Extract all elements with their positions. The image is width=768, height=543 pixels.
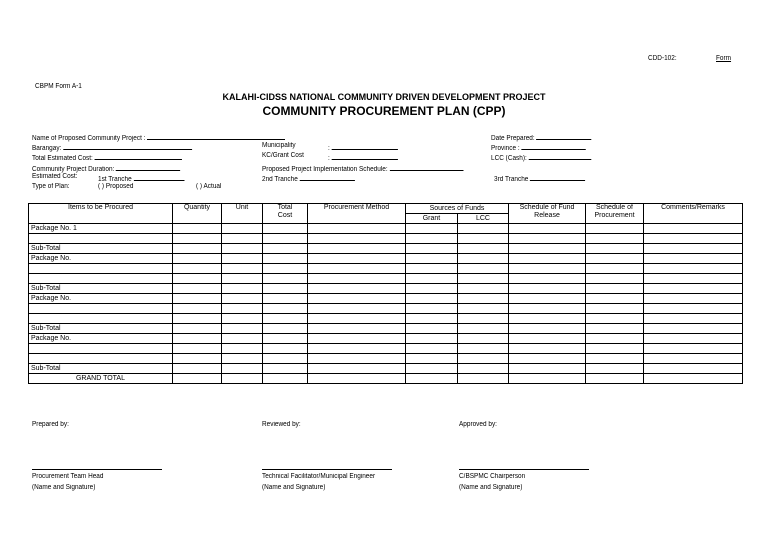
table-cell[interactable] xyxy=(406,344,458,354)
table-cell[interactable] xyxy=(308,374,406,384)
table-cell[interactable] xyxy=(308,244,406,254)
table-cell[interactable] xyxy=(644,314,743,324)
table-cell[interactable] xyxy=(586,284,644,294)
checkbox-actual[interactable]: ( ) Actual xyxy=(196,183,222,190)
table-cell[interactable] xyxy=(406,284,458,294)
table-cell[interactable] xyxy=(173,264,222,274)
field-estimated-cost: Estimated Cost: xyxy=(32,173,78,180)
table-cell[interactable] xyxy=(406,324,458,334)
table-row xyxy=(29,364,743,374)
header-unit: Unit xyxy=(222,204,263,224)
field-kc-grant: KC/Grant Cost xyxy=(262,152,304,159)
table-cell[interactable] xyxy=(458,314,509,324)
form-code: CDD-102: xyxy=(648,55,677,62)
reviewed-name-signature: (Name and Signature) xyxy=(262,484,326,491)
table-cell[interactable] xyxy=(222,254,263,264)
table-cell[interactable] xyxy=(644,234,743,244)
table-cell[interactable] xyxy=(644,354,743,364)
table-cell[interactable] xyxy=(173,314,222,324)
table-cell[interactable] xyxy=(222,334,263,344)
table-cell[interactable] xyxy=(222,294,263,304)
header-schedule-fund: Schedule of Fund Release xyxy=(509,204,586,224)
table-cell[interactable] xyxy=(458,244,509,254)
table-cell[interactable] xyxy=(222,244,263,254)
project-name: KALAHI-CIDSS NATIONAL COMMUNITY DRIVEN DEVELOPMENT PROJECT xyxy=(222,92,546,102)
table-cell[interactable] xyxy=(406,354,458,364)
table-cell[interactable] xyxy=(222,304,263,314)
table-cell[interactable] xyxy=(222,284,263,294)
field-date-prepared: Date Prepared: xyxy=(491,132,592,142)
page-title: COMMUNITY PROCUREMENT PLAN (CPP) xyxy=(262,104,506,118)
table-cell[interactable] xyxy=(509,274,586,284)
table-row xyxy=(29,354,743,364)
table-cell[interactable] xyxy=(458,224,509,234)
field-municipality-value: : xyxy=(328,142,398,152)
table-cell[interactable] xyxy=(644,364,743,374)
table-cell[interactable] xyxy=(173,344,222,354)
table-cell[interactable] xyxy=(586,304,644,314)
field-kc-grant-value: : xyxy=(328,152,398,162)
table-cell[interactable] xyxy=(509,294,586,304)
table-cell[interactable] xyxy=(308,264,406,274)
table-cell[interactable] xyxy=(509,354,586,364)
table-cell[interactable] xyxy=(406,334,458,344)
field-tranche-1: 1st Tranche xyxy=(98,173,184,183)
table-cell[interactable] xyxy=(173,304,222,314)
row-label-cell[interactable]: Package No. xyxy=(29,294,173,304)
table-cell[interactable] xyxy=(509,284,586,294)
table-cell[interactable] xyxy=(308,254,406,264)
header-procurement-method: Procurement Method xyxy=(308,204,406,224)
table-cell[interactable] xyxy=(586,224,644,234)
grand-total-label: GRAND TOTAL xyxy=(29,374,173,384)
table-cell[interactable] xyxy=(586,244,644,254)
table-cell[interactable] xyxy=(406,294,458,304)
table-cell[interactable] xyxy=(263,324,308,334)
table-cell[interactable] xyxy=(644,244,743,254)
table-cell[interactable] xyxy=(173,284,222,294)
table-cell[interactable] xyxy=(263,334,308,344)
table-cell[interactable] xyxy=(308,294,406,304)
table-cell[interactable] xyxy=(263,264,308,274)
table-cell[interactable] xyxy=(509,324,586,334)
table-cell[interactable] xyxy=(458,274,509,284)
table-cell[interactable] xyxy=(644,264,743,274)
table-cell[interactable] xyxy=(308,224,406,234)
table-cell[interactable] xyxy=(222,344,263,354)
table-cell[interactable] xyxy=(458,324,509,334)
table-cell[interactable] xyxy=(263,294,308,304)
table-row xyxy=(29,294,743,304)
table-cell[interactable] xyxy=(586,254,644,264)
table-cell[interactable] xyxy=(509,234,586,244)
table-cell[interactable] xyxy=(263,364,308,374)
row-label-cell[interactable] xyxy=(29,314,173,324)
row-label-cell[interactable] xyxy=(29,344,173,354)
field-province: Province : xyxy=(491,142,586,152)
table-cell[interactable] xyxy=(263,314,308,324)
table-row xyxy=(29,344,743,354)
table-cell[interactable] xyxy=(263,344,308,354)
table-cell[interactable] xyxy=(263,304,308,314)
table-row xyxy=(29,304,743,314)
table-cell[interactable] xyxy=(406,254,458,264)
table-cell[interactable] xyxy=(509,314,586,324)
table-header-row xyxy=(29,204,743,214)
table-cell[interactable] xyxy=(222,324,263,334)
row-label-cell[interactable]: Package No. xyxy=(29,254,173,264)
row-label-cell[interactable]: Sub-Total xyxy=(29,364,173,374)
field-total-cost: Total Estimated Cost: xyxy=(32,152,182,162)
table-cell[interactable] xyxy=(586,234,644,244)
table-cell[interactable] xyxy=(263,284,308,294)
field-tranche-2: 2nd Tranche xyxy=(262,173,355,183)
table-cell[interactable] xyxy=(173,374,222,384)
table-cell[interactable] xyxy=(406,234,458,244)
table-row xyxy=(29,234,743,244)
table-cell[interactable] xyxy=(586,294,644,304)
table-cell[interactable] xyxy=(406,224,458,234)
table-cell[interactable] xyxy=(458,234,509,244)
table-cell[interactable] xyxy=(308,354,406,364)
table-cell[interactable] xyxy=(644,374,743,384)
prepared-signature-line xyxy=(32,469,162,470)
table-cell[interactable] xyxy=(173,254,222,264)
table-row xyxy=(29,284,743,294)
table-cell[interactable] xyxy=(308,284,406,294)
checkbox-proposed[interactable]: ( ) Proposed xyxy=(98,183,134,190)
row-label-cell[interactable] xyxy=(29,354,173,364)
table-cell[interactable] xyxy=(308,234,406,244)
field-type-plan: Type of Plan: xyxy=(32,183,70,190)
table-cell[interactable] xyxy=(308,314,406,324)
table-cell[interactable] xyxy=(509,364,586,374)
table-cell[interactable] xyxy=(173,294,222,304)
table-row xyxy=(29,254,743,264)
field-tranche-3: 3rd Tranche xyxy=(494,173,585,183)
field-duration: Community Project Duration: xyxy=(32,163,181,173)
row-label-cell[interactable] xyxy=(29,264,173,274)
table-cell[interactable] xyxy=(586,264,644,274)
table-cell[interactable] xyxy=(458,354,509,364)
table-cell[interactable] xyxy=(644,284,743,294)
approved-name-signature: (Name and Signature) xyxy=(459,484,523,491)
prepared-by-label: Prepared by: xyxy=(32,421,69,428)
header-grant: Grant xyxy=(406,214,458,224)
table-row xyxy=(29,244,743,254)
table-cell[interactable] xyxy=(586,324,644,334)
table-cell[interactable] xyxy=(222,364,263,374)
table-cell[interactable] xyxy=(173,324,222,334)
header-sources-of-funds: Sources of Funds xyxy=(406,204,509,214)
table-cell[interactable] xyxy=(222,314,263,324)
form-label: Form xyxy=(716,55,732,62)
table-row xyxy=(29,274,743,284)
table-cell[interactable] xyxy=(222,354,263,364)
approved-by-label: Approved by: xyxy=(459,421,497,428)
table-cell[interactable] xyxy=(173,224,222,234)
approved-role: C/BSPMC Chairperson xyxy=(459,473,526,480)
table-row xyxy=(29,334,743,344)
prepared-name-signature: (Name and Signature) xyxy=(32,484,96,491)
table-cell[interactable] xyxy=(308,304,406,314)
cbpm-form-code: CBPM Form A-1 xyxy=(35,83,82,90)
table-cell[interactable] xyxy=(509,374,586,384)
row-label-cell[interactable]: Sub-Total xyxy=(29,324,173,334)
table-cell[interactable] xyxy=(406,314,458,324)
field-municipality: Municipality xyxy=(262,142,296,149)
table-cell[interactable] xyxy=(222,264,263,274)
table-cell[interactable] xyxy=(644,274,743,284)
reviewed-role: Technical Facilitator/Municipal Engineer xyxy=(262,473,376,480)
table-cell[interactable] xyxy=(586,274,644,284)
table-cell[interactable] xyxy=(586,344,644,354)
table-cell[interactable] xyxy=(509,244,586,254)
row-label-cell[interactable]: Sub-Total xyxy=(29,284,173,294)
header-lcc: LCC xyxy=(458,214,509,224)
table-cell[interactable] xyxy=(308,274,406,284)
table-cell[interactable] xyxy=(586,314,644,324)
table-cell[interactable] xyxy=(509,224,586,234)
header-comments: Comments/Remarks xyxy=(644,204,743,224)
table-cell[interactable] xyxy=(644,344,743,354)
table-row xyxy=(29,324,743,334)
header-items: Items to be Procured xyxy=(29,204,173,224)
field-project-name: Name of Proposed Community Project : xyxy=(32,132,285,142)
table-cell[interactable] xyxy=(173,334,222,344)
table-cell[interactable] xyxy=(263,234,308,244)
field-lcc-cash: LCC (Cash): xyxy=(491,152,591,162)
table-cell[interactable] xyxy=(458,304,509,314)
table-cell[interactable] xyxy=(458,294,509,304)
table-cell[interactable] xyxy=(406,364,458,374)
table-cell[interactable] xyxy=(222,374,263,384)
row-label-cell[interactable] xyxy=(29,234,173,244)
table-cell[interactable] xyxy=(644,324,743,334)
table-cell[interactable] xyxy=(644,294,743,304)
table-cell[interactable] xyxy=(222,224,263,234)
table-cell[interactable] xyxy=(509,254,586,264)
row-label-cell[interactable]: Package No. xyxy=(29,334,173,344)
table-cell[interactable] xyxy=(458,344,509,354)
row-label-cell[interactable]: Package No. 1 xyxy=(29,224,173,234)
field-barangay: Barangay: xyxy=(32,142,192,152)
table-cell[interactable] xyxy=(509,334,586,344)
table-cell[interactable] xyxy=(308,344,406,354)
table-cell[interactable] xyxy=(263,254,308,264)
table-cell[interactable] xyxy=(458,254,509,264)
table-cell[interactable] xyxy=(586,354,644,364)
table-cell[interactable] xyxy=(458,364,509,374)
table-cell[interactable] xyxy=(509,264,586,274)
table-cell[interactable] xyxy=(586,364,644,374)
table-cell[interactable] xyxy=(263,224,308,234)
table-cell[interactable] xyxy=(509,304,586,314)
header-schedule-procurement: Schedule of Procurement xyxy=(586,204,644,224)
header-quantity: Quantity xyxy=(173,204,222,224)
table-cell[interactable] xyxy=(173,244,222,254)
table-cell[interactable] xyxy=(458,264,509,274)
table-cell[interactable] xyxy=(308,364,406,374)
table-cell[interactable] xyxy=(644,334,743,344)
table-cell[interactable] xyxy=(406,244,458,254)
table-cell[interactable] xyxy=(586,334,644,344)
table-cell[interactable] xyxy=(406,374,458,384)
table-cell[interactable] xyxy=(173,274,222,284)
table-cell[interactable] xyxy=(406,304,458,314)
table-cell[interactable] xyxy=(173,364,222,374)
table-cell[interactable] xyxy=(222,274,263,284)
table-row xyxy=(29,264,743,274)
grand-total-row xyxy=(29,374,743,384)
table-cell[interactable] xyxy=(173,354,222,364)
table-cell[interactable] xyxy=(586,374,644,384)
table-cell[interactable] xyxy=(644,304,743,314)
table-row xyxy=(29,314,743,324)
row-label-cell[interactable] xyxy=(29,274,173,284)
row-label-cell[interactable]: Sub-Total xyxy=(29,244,173,254)
row-label-cell[interactable] xyxy=(29,304,173,314)
reviewed-signature-line xyxy=(262,469,392,470)
reviewed-by-label: Reviewed by: xyxy=(262,421,301,428)
table-cell[interactable] xyxy=(458,374,509,384)
table-cell[interactable] xyxy=(308,334,406,344)
table-cell[interactable] xyxy=(263,244,308,254)
table-cell[interactable] xyxy=(644,224,743,234)
table-cell[interactable] xyxy=(458,284,509,294)
table-cell[interactable] xyxy=(263,374,308,384)
table-cell[interactable] xyxy=(222,234,263,244)
table-cell[interactable] xyxy=(308,324,406,334)
table-cell[interactable] xyxy=(406,264,458,274)
table-cell[interactable] xyxy=(458,334,509,344)
table-cell[interactable] xyxy=(406,274,458,284)
prepared-role: Procurement Team Head xyxy=(32,473,104,480)
field-implementation-schedule: Proposed Project Implementation Schedule: xyxy=(262,163,463,173)
table-cell[interactable] xyxy=(263,354,308,364)
table-cell[interactable] xyxy=(644,254,743,264)
procurement-table xyxy=(28,203,743,384)
table-cell[interactable] xyxy=(263,274,308,284)
header-total-cost: Total Cost xyxy=(263,204,308,224)
table-row xyxy=(29,224,743,234)
approved-signature-line xyxy=(459,469,589,470)
table-cell[interactable] xyxy=(173,234,222,244)
table-cell[interactable] xyxy=(509,344,586,354)
